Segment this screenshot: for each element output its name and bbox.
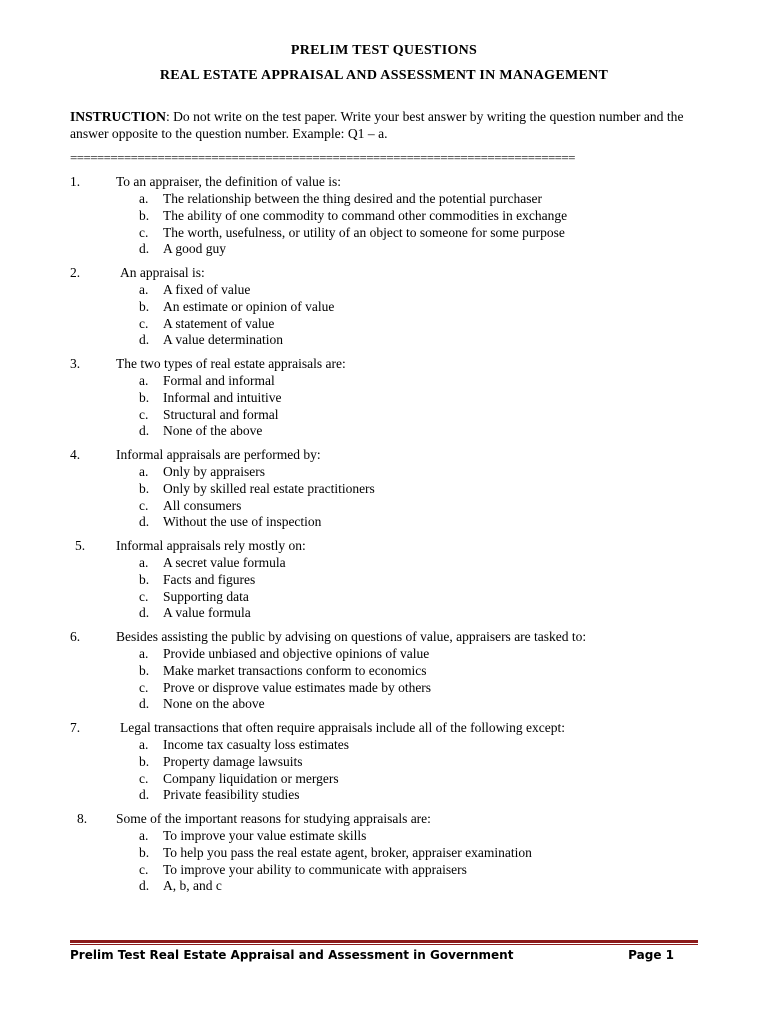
choice-letter: d. — [139, 423, 150, 439]
choice-text: Make market transactions conform to economics — [163, 662, 427, 678]
question-list — [0, 174, 768, 902]
question-4 — [0, 447, 768, 530]
question-stem: Besides assisting the public by advising on questions of value, appraisers are tasked to: — [116, 629, 587, 644]
choice-text: Income tax casualty loss estimates — [163, 737, 349, 752]
choice-letter: a. — [139, 646, 149, 661]
question-8 — [0, 811, 768, 894]
choice-letter: a. — [139, 828, 149, 843]
choice-letter: c. — [139, 497, 149, 513]
choice-text: Only by skilled real estate practitioners — [163, 480, 375, 496]
choice-text: Company liquidation or mergers — [163, 770, 339, 786]
choice-text: A, b, and c — [163, 878, 222, 894]
choice-text: To improve your value estimate skills — [163, 828, 367, 843]
question-stem: Legal transactions that often require appraisals include all of the following except: — [120, 720, 565, 735]
instruction-block — [70, 109, 700, 142]
choice-letter: d. — [139, 514, 150, 530]
choice-letter: c. — [139, 588, 149, 604]
choice-text: A statement of value — [163, 315, 275, 331]
choice-letter: a. — [139, 737, 149, 752]
question-stem: Informal appraisals are performed by: — [116, 447, 321, 462]
question-7 — [0, 720, 768, 803]
choice-text: Provide unbiased and objective opinions of value — [163, 646, 430, 661]
question-1 — [0, 174, 768, 257]
choice-letter: d. — [139, 696, 150, 712]
choice-letter: c. — [139, 315, 149, 331]
choice-text: Private feasibility studies — [163, 787, 300, 803]
choice-text: A value formula — [163, 605, 251, 621]
choice-text: A secret value formula — [163, 555, 286, 570]
question-number: 7. — [70, 720, 81, 735]
choice-text: Prove or disprove value estimates made by others — [163, 679, 432, 695]
footer-rule-thick — [70, 940, 698, 943]
choice-letter: b. — [139, 844, 150, 860]
choice-letter: a. — [139, 464, 149, 479]
choice-letter: c. — [139, 861, 149, 877]
choice-letter: d. — [139, 241, 150, 257]
question-number: 6. — [70, 629, 81, 644]
choice-letter: a. — [139, 373, 149, 388]
question-stem: An appraisal is: — [120, 265, 205, 280]
choice-text: An estimate or opinion of value — [163, 298, 335, 314]
choice-text: Only by appraisers — [163, 464, 265, 479]
choice-text: All consumers — [163, 497, 242, 513]
instruction-text: : Do not write on the test paper. Write your best answer by writing the question number and the answer opposite to the question number. Example: Q1 – a. — [70, 109, 684, 141]
page-title: PRELIM TEST QUESTIONS — [290, 43, 478, 58]
choice-text: Without the use of inspection — [163, 514, 322, 530]
question-6 — [0, 629, 768, 712]
choice-letter: b. — [139, 753, 150, 769]
choice-letter: b. — [139, 571, 150, 587]
choice-text: None on the above — [163, 696, 265, 712]
choice-letter: b. — [139, 389, 150, 405]
question-2 — [0, 265, 768, 348]
question-number: 8. — [77, 811, 88, 826]
choice-text: Formal and informal — [163, 373, 275, 388]
choice-text: Facts and figures — [163, 571, 256, 587]
question-number: 4. — [70, 447, 81, 462]
question-stem: The two types of real estate appraisals are: — [116, 356, 346, 371]
question-stem: To an appraiser, the definition of value is: — [116, 174, 341, 189]
choice-letter: a. — [139, 555, 149, 570]
choice-text: A good guy — [163, 241, 227, 257]
choice-text: Structural and formal — [163, 406, 279, 422]
separator-line: =========================================================================== — [70, 150, 575, 165]
question-5 — [0, 538, 768, 621]
question-number: 3. — [70, 356, 81, 371]
choice-letter: b. — [139, 298, 150, 314]
choice-text: The ability of one commodity to command other commodities in exchange — [163, 207, 568, 223]
choice-letter: c. — [139, 224, 149, 240]
choice-letter: a. — [139, 191, 149, 206]
choice-letter: b. — [139, 480, 150, 496]
footer-title: Prelim Test Real Estate Appraisal and Assessment in Government — [70, 948, 514, 962]
choice-letter: a. — [139, 282, 149, 297]
page-subtitle: REAL ESTATE APPRAISAL AND ASSESSMENT IN MANAGEMENT — [159, 68, 609, 83]
choice-text: A fixed of value — [163, 282, 251, 297]
question-3 — [0, 356, 768, 439]
footer-rule-thin — [70, 944, 698, 945]
choice-letter: c. — [139, 406, 149, 422]
question-stem: Some of the important reasons for studying appraisals are: — [116, 811, 431, 826]
choice-letter: b. — [139, 207, 150, 223]
instruction-label: INSTRUCTION — [70, 109, 166, 124]
question-number: 2. — [70, 265, 81, 280]
choice-text: The worth, usefulness, or utility of an object to someone for some purpose — [163, 224, 565, 240]
choice-text: To improve your ability to communicate with appraisers — [163, 861, 467, 877]
choice-text: To help you pass the real estate agent, broker, appraiser examination — [163, 844, 532, 860]
question-stem: Informal appraisals rely mostly on: — [116, 538, 306, 553]
choice-letter: c. — [139, 770, 149, 786]
choice-letter: d. — [139, 605, 150, 621]
choice-text: The relationship between the thing desired and the potential purchaser — [163, 191, 542, 206]
question-number: 5. — [75, 538, 86, 553]
choice-letter: c. — [139, 679, 149, 695]
choice-text: None of the above — [163, 423, 263, 439]
choice-letter: d. — [139, 878, 150, 894]
choice-letter: b. — [139, 662, 150, 678]
question-number: 1. — [70, 174, 81, 189]
choice-text: Supporting data — [163, 588, 249, 604]
choice-letter: d. — [139, 787, 150, 803]
choice-text: Informal and intuitive — [163, 389, 282, 405]
choice-text: Property damage lawsuits — [163, 753, 303, 769]
choice-letter: d. — [139, 332, 150, 348]
page-number: Page 1 — [628, 948, 674, 962]
choice-text: A value determination — [163, 332, 283, 348]
